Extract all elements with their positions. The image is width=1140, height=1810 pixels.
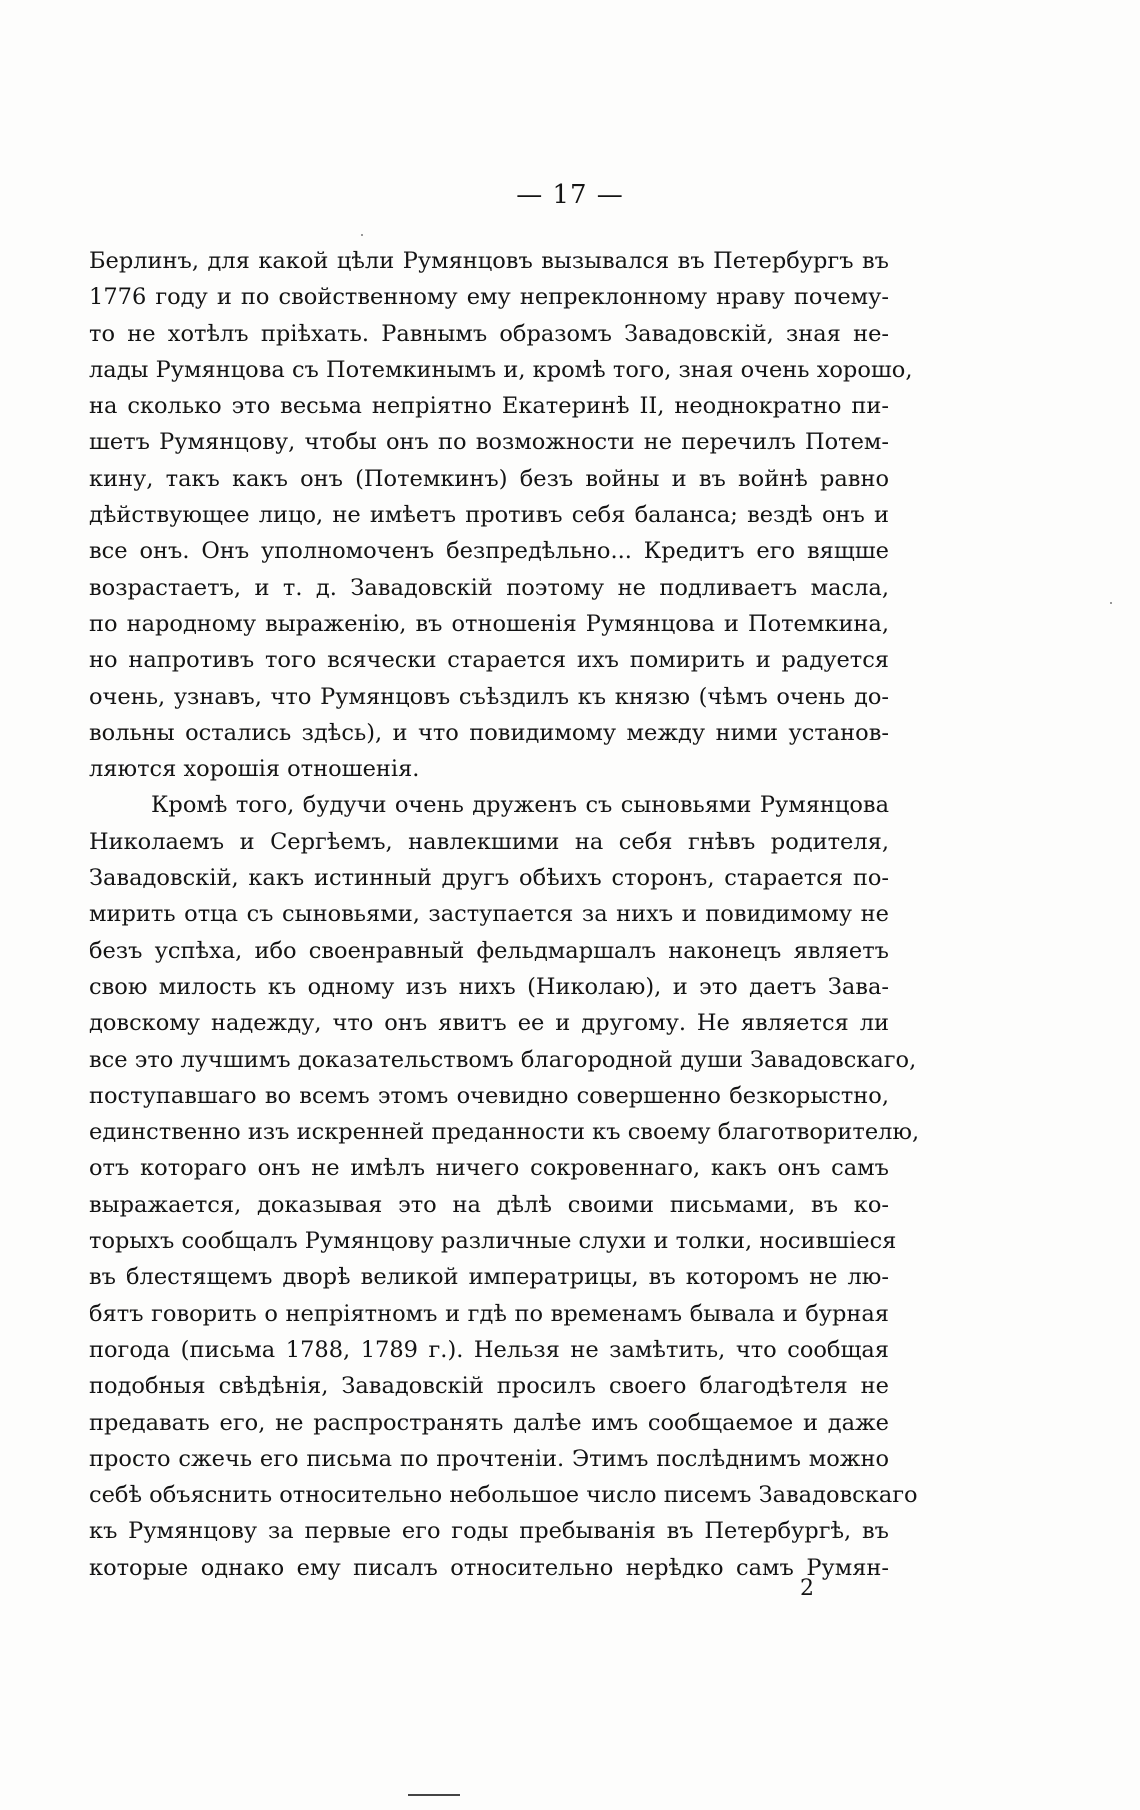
text-line: предавать его, не распространять далѣе имъ сообщаемое и даже — [89, 1409, 889, 1436]
text-line: очень, узнавъ, что Румянцовъ съѣздилъ къ князю (чѣмъ очень до- — [89, 683, 889, 710]
text-line: поступавшаго во всемъ этомъ очевидно совершенно безкорыстно, — [89, 1082, 889, 1109]
text-line: себѣ объяснить относительно небольшое число писемъ Завадовскаго — [89, 1482, 918, 1509]
text-line: погода (письма 1788, 1789 г.). Нельзя не замѣтить, что сообщая — [89, 1336, 889, 1363]
text-line: все это лучшимъ доказательствомъ благородной души Завадовскаго, — [89, 1046, 917, 1073]
text-line: Берлинъ, для какой цѣли Румянцовъ вызывался въ Петербургъ въ — [89, 248, 889, 274]
text-line: кину, такъ какъ онъ (Потемкинъ) безъ войны и въ войнѣ равно — [89, 465, 889, 492]
text-line: Кромѣ того, будучи очень друженъ съ сыновьями Румянцова — [151, 792, 889, 819]
text-line: Завадовскій, какъ истинный другъ обѣихъ сторонъ, старается по- — [89, 865, 889, 892]
text-line: отъ котораго онъ не имѣлъ ничего сокровеннаго, какъ онъ самъ — [89, 1155, 889, 1182]
text-line: безъ успѣха, ибо своенравный фельдмаршалъ наконецъ являетъ — [89, 937, 889, 964]
text-line: свою милость къ одному изъ нихъ (Николаю), и это даетъ Зава- — [89, 973, 889, 1000]
text-line: бятъ говорить о непріятномъ и гдѣ по временамъ бывала и бурная — [89, 1300, 889, 1327]
text-line: торыхъ сообщалъ Румянцову различные слухи и толки, носившіеся — [89, 1228, 897, 1255]
text-line: подобныя свѣдѣнія, Завадовскій просилъ своего благодѣтеля не — [89, 1373, 889, 1400]
text-line: на сколько это весьма непріятно Екатеринѣ II, неоднократно пи- — [89, 393, 889, 420]
text-line: мирить отца съ сыновьями, заступается за нихъ и повидимому не — [89, 901, 889, 928]
text-line: Николаемъ и Сергѣемъ, навлекшими на себя гнѣвъ родителя, — [89, 828, 889, 855]
text-line: довскому надежду, что онъ явитъ ее и другому. Не является ли — [89, 1010, 889, 1037]
text-line: единственно изъ искренней преданности къ своему благотворителю, — [89, 1119, 920, 1146]
text-line: къ Румянцову за первые его годы пребыванія въ Петербургѣ, въ — [89, 1518, 889, 1545]
text-line: ляются хорошія отношенія. — [89, 756, 420, 783]
print-speck — [1110, 602, 1112, 604]
text-line: шетъ Румянцову, чтобы онъ по возможности не перечилъ Потем- — [89, 429, 889, 456]
text-line: лады Румянцова съ Потемкинымъ и, кромѣ того, зная очень хорошо, — [89, 356, 913, 383]
text-line: возрастаетъ, и т. д. Завадовскій поэтому не подливаетъ масла, — [89, 574, 889, 601]
text-line: то не хотѣлъ пріѣхать. Равнымъ образомъ Завадовскій, зная не- — [89, 320, 889, 347]
text-line: выражается, доказывая это на дѣлѣ своими письмами, въ ко- — [89, 1191, 889, 1218]
text-line: которые однако ему писалъ относительно нерѣдко самъ Румян- — [89, 1554, 889, 1581]
text-line: по народному выраженію, въ отношенія Румянцова и Потемкина, — [89, 610, 889, 637]
page-number: — 17 — — [516, 180, 624, 210]
text-line: въ блестящемъ дворѣ великой императрицы, въ которомъ не лю- — [89, 1264, 889, 1291]
signature-mark: 2 — [800, 1576, 814, 1601]
bottom-rule — [408, 1794, 460, 1796]
body-text — [89, 243, 920, 1586]
text-line: вольны остались здѣсь), и что повидимому между ними установ- — [89, 719, 889, 746]
text-line: просто сжечь его письма по прочтеніи. Этимъ послѣднимъ можно — [89, 1445, 889, 1472]
text-line: все онъ. Онъ уполномоченъ безпредѣльно... Кредитъ его вящше — [89, 538, 889, 565]
text-line: 1776 году и по свойственному ему непреклонному нраву почему- — [89, 284, 889, 311]
text-line: дѣйствующее лицо, не имѣетъ противъ себя баланса; вездѣ онъ и — [89, 502, 889, 529]
text-line: но напротивъ того всячески старается ихъ помирить и радуется — [89, 647, 889, 674]
print-speck — [361, 234, 363, 236]
